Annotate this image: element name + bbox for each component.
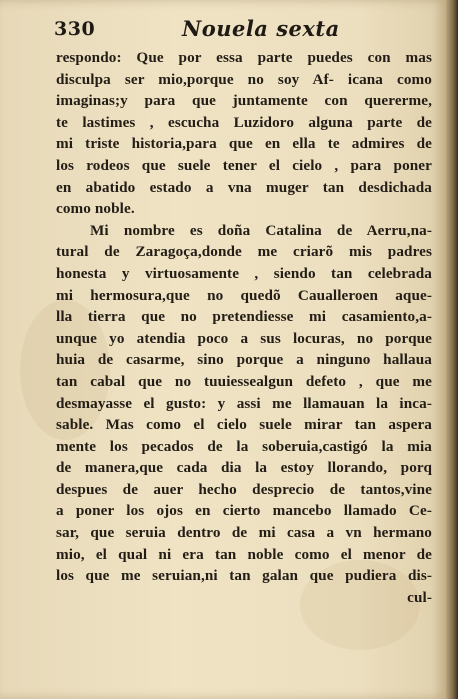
page-number: 330 (54, 18, 96, 40)
text-line: como noble. (56, 200, 135, 218)
text-line: honesta y virtuosamente , siendo tan celebrada (56, 264, 432, 282)
text-line: desmayasse el gusto: y assi me llamauan la inca- (56, 394, 432, 412)
page-header (0, 14, 446, 46)
text-line: sable. Mas como el cielo suele mirar tan aspera (56, 416, 432, 434)
text-line: sar, que seruia dentro de mi casa a vn hermano (56, 524, 432, 542)
text-line: los rodeos que suele tener el cielo , para poner (56, 156, 432, 174)
text-line: imaginas;y para que juntamente con quererme, (56, 92, 432, 110)
text-line: disculpa ser mio,porque no soy Af- icana como (56, 70, 432, 88)
text-line: unque yo atendia poco a sus locuras, no porque (56, 329, 432, 347)
body-text (56, 47, 432, 608)
text-line: despues de auer hecho desprecio de tantos,vine (56, 480, 432, 498)
text-line: a poner los ojos en cierto mancebo llamado Ce- (56, 502, 432, 520)
text-line: lla tierra que no pretendiesse mi casamiento,a- (56, 308, 432, 326)
text-line: mi triste historia,para que en ella te admires de (56, 135, 432, 153)
text-line: tural de Zaragoça,donde me criarõ mis padres (56, 243, 432, 261)
running-title: Nouela sexta (182, 16, 340, 41)
text-line: respondo: Que por essa parte puedes con mas (56, 49, 432, 66)
text-line: en abatido estado a vna muger tan desdichada (56, 178, 432, 196)
text-line: los que me seruian,ni tan galan que pudiera dis- (56, 567, 432, 585)
text-line: de manera,que cada dia la estoy llorando, porq (56, 459, 432, 477)
text-line: huia de casarme, sino porque a ninguno hallaua (56, 351, 432, 369)
book-binding-edge (446, 0, 458, 699)
text-line: tan cabal que no tuuiessealgun defeto , que me (56, 372, 432, 390)
text-line: mente los pecados de la soberuia,castigó la mia (56, 437, 432, 455)
text-line: te lastimes , escucha Luzidoro alguna parte de (56, 113, 432, 131)
catchword: cul- (407, 588, 432, 606)
paragraph-start-line: Mi nombre es doña Catalina de Aerru,na- (90, 221, 432, 239)
text-line: mio, el qual ni era tan noble como el menor de (56, 545, 432, 563)
text-line: mi hermosura,que no quedõ Caualleroen aque- (56, 286, 432, 304)
